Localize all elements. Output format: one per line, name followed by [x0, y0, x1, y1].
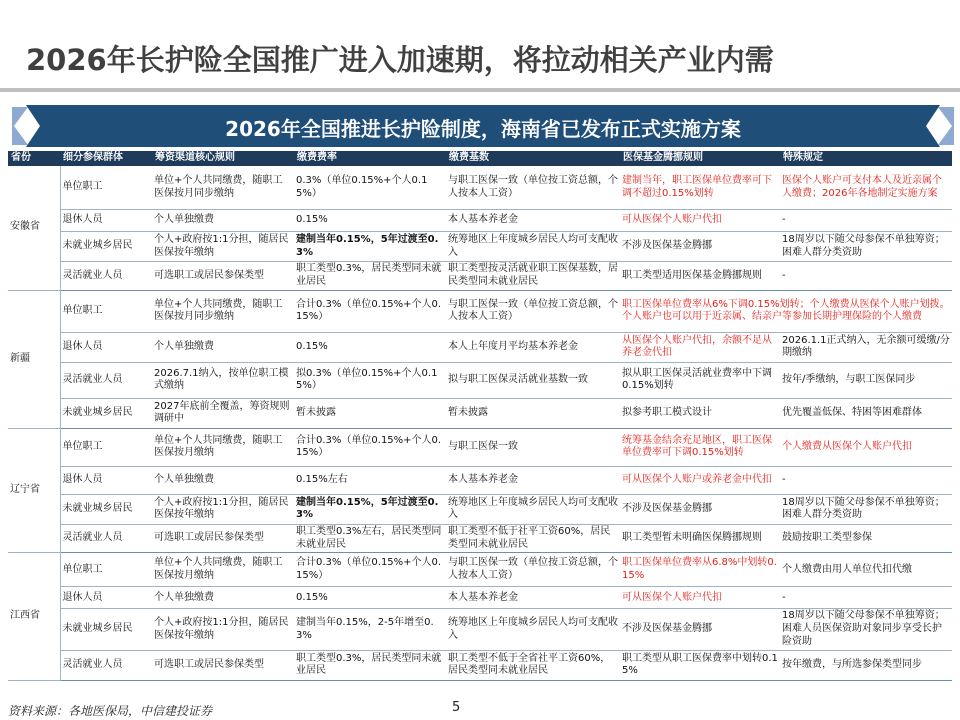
fund-cell: 不涉及医保基金腾挪	[620, 609, 780, 650]
rule-cell: 单位+个人共同缴费，随职工医保按月同步缴纳	[152, 290, 294, 332]
table-row	[8, 609, 952, 650]
rule-cell: 个人单独缴费	[152, 466, 294, 494]
table-row	[8, 650, 952, 680]
group-cell: 灵活就业人员	[60, 262, 152, 291]
base-cell: 本人基本养老金	[446, 466, 620, 494]
table-row	[8, 362, 952, 398]
rule-cell: 个人+政府按1:1分担，随居民医保按年缴纳	[152, 494, 294, 524]
group-cell: 灵活就业人员	[60, 650, 152, 680]
group-cell: 单位职工	[60, 290, 152, 332]
fund-cell: 职工类型从职工医保费率中划转0.15%	[620, 650, 780, 680]
special-cell: 医保个人账户可支付本人及近亲属个人缴费；2026年各地制定实施方案	[780, 166, 952, 210]
table-row	[8, 332, 952, 362]
table-row	[8, 232, 952, 262]
group-cell: 未就业城乡居民	[60, 494, 152, 524]
fund-cell: 统筹基金结余充足地区，职工医保单位费率可下调0.15%划转	[620, 428, 780, 466]
province-cell: 安徽省	[8, 166, 60, 291]
fund-cell: 从医保个人账户代扣，余额不足从养老金代扣	[620, 332, 780, 362]
fund-cell: 职工类型适用医保基金腾挪规则	[620, 262, 780, 291]
special-cell: 2026.1.1正式纳入，无余额可缓缴/分期缴纳	[780, 332, 952, 362]
table-row	[8, 494, 952, 524]
header-province: 省份	[8, 151, 60, 166]
rule-cell: 可选职工或居民参保类型	[152, 262, 294, 291]
table-row	[8, 466, 952, 494]
page-title: 2026年长护险全国推广进入加速期，将拉动相关产业内需	[26, 43, 774, 77]
base-cell: 本人基本养老金	[446, 210, 620, 232]
special-cell: 18周岁以下随父母参保不单独筹资；困难人群分类资助	[780, 494, 952, 524]
special-cell: 个人缴费由用人单位代扣代缴	[780, 553, 952, 587]
banner-title: 2026年全国推进长护险制度，海南省已发布正式实施方案	[225, 117, 741, 141]
base-cell: 与职工医保一致（单位按工资总额，个人按本人工资）	[446, 166, 620, 210]
base-cell: 拟与职工医保灵活就业基数一致	[446, 362, 620, 398]
rate-cell: 合计0.3%（单位0.15%+个人0.15%）	[294, 428, 446, 466]
special-cell: 鼓励按职工类型参保	[780, 524, 952, 553]
header-special: 特殊规定	[780, 151, 952, 166]
special-cell: -	[780, 210, 952, 232]
group-cell: 未就业城乡居民	[60, 232, 152, 262]
group-cell: 未就业城乡居民	[60, 609, 152, 650]
base-cell: 职工类型不低于全省社平工资60%，居民类型同未就业居民	[446, 650, 620, 680]
rule-cell: 2026.7.1纳入，按单位职工模式缴纳	[152, 362, 294, 398]
fund-cell: 可从医保个人账户或养老金中代扣	[620, 466, 780, 494]
rate-cell: 拟0.3%（单位0.15%+个人0.15%）	[294, 362, 446, 398]
special-cell: 按年/季缴纳，与职工医保同步	[780, 362, 952, 398]
fund-cell: 拟参考职工模式设计	[620, 398, 780, 428]
special-cell: 按年缴费，与所选参保类型同步	[780, 650, 952, 680]
fund-cell: 可从医保个人账户代扣	[620, 210, 780, 232]
fund-cell: 拟从职工医保灵活就业费率中下调0.15%划转	[620, 362, 780, 398]
base-cell: 与职工医保一致（单位按工资总额，个人按本人工资）	[446, 290, 620, 332]
group-cell: 退休人员	[60, 587, 152, 609]
table-header-row	[8, 151, 952, 166]
table-row	[8, 166, 952, 210]
rule-cell: 个人单独缴费	[152, 210, 294, 232]
table-row	[8, 210, 952, 232]
base-cell: 与职工医保一致	[446, 428, 620, 466]
rule-cell: 可选职工或居民参保类型	[152, 524, 294, 553]
rule-cell: 2027年底前全覆盖，筹资规则调研中	[152, 398, 294, 428]
rule-cell: 单位+个人共同缴费，随职工医保按月缴纳	[152, 553, 294, 587]
table-row	[8, 553, 952, 587]
rule-cell: 单位+个人共同缴费，随职工医保按月缴纳	[152, 428, 294, 466]
fund-cell: 可从医保个人账户代扣	[620, 587, 780, 609]
group-cell: 灵活就业人员	[60, 524, 152, 553]
special-cell: -	[780, 262, 952, 291]
province-cell: 辽宁省	[8, 428, 60, 553]
rule-cell: 个人+政府按1:1分担，随居民医保按年缴纳	[152, 609, 294, 650]
base-cell: 统筹地区上年度城乡居民人均可支配收入	[446, 609, 620, 650]
rule-cell: 个人单独缴费	[152, 587, 294, 609]
fund-cell: 职工医保单位费率从6%下调0.15%划转；个人缴费从医保个人账户划拨。个人账户也可以用于近亲属、结亲户等参加长期护理保险的个人缴费	[620, 290, 952, 332]
policy-table	[8, 151, 952, 681]
rule-cell: 个人+政府按1:1分担，随居民医保按年缴纳	[152, 232, 294, 262]
table-row	[8, 290, 952, 332]
base-cell: 职工类型不低于社平工资60%，居民类型同未就业居民	[446, 524, 620, 553]
fund-cell: 职工医保单位费率从6.8%中划转0.15%	[620, 553, 780, 587]
section-banner	[8, 103, 958, 149]
rule-cell: 单位+个人共同缴费，随职工医保按月同步缴纳	[152, 166, 294, 210]
fund-cell: 不涉及医保基金腾挪	[620, 494, 780, 524]
base-cell: 职工类型按灵活就业职工医保基数，居民类型同未就业居民	[446, 262, 620, 291]
header-rate: 缴费费率	[294, 151, 446, 166]
rate-cell: 0.15%左右	[294, 466, 446, 494]
group-cell: 单位职工	[60, 553, 152, 587]
rate-cell: 0.15%	[294, 332, 446, 362]
special-cell: 18周岁以下随父母参保不单独筹资；困难人群分类资助	[780, 232, 952, 262]
table-row	[8, 398, 952, 428]
rate-cell: 职工类型0.3%左右，居民类型同未就业居民	[294, 524, 446, 553]
special-cell: 个人缴费从医保个人账户代扣	[780, 428, 952, 466]
title-divider	[0, 88, 960, 92]
base-cell: 与职工医保一致（单位按工资总额，个人按本人工资）	[446, 553, 620, 587]
group-cell: 灵活就业人员	[60, 362, 152, 398]
base-cell: 暂未披露	[446, 398, 620, 428]
special-cell: 优先覆盖低保、特困等困难群体	[780, 398, 952, 428]
rate-cell: 0.3%（单位0.15%+个人0.15%）	[294, 166, 446, 210]
province-cell: 新疆	[8, 290, 60, 428]
table-row	[8, 524, 952, 553]
base-cell: 本人基本养老金	[446, 587, 620, 609]
base-cell: 统筹地区上年度城乡居民人均可支配收入	[446, 232, 620, 262]
base-cell: 统筹地区上年度城乡居民人均可支配收入	[446, 494, 620, 524]
group-cell: 未就业城乡居民	[60, 398, 152, 428]
header-funding-rule: 筹资渠道核心规则	[152, 151, 294, 166]
rate-cell: 合计0.3%（单位0.15%+个人0.15%）	[294, 553, 446, 587]
rate-cell: 建制当年0.15%，5年过渡至0.3%	[294, 494, 446, 524]
special-cell: 18周岁以下随父母参保不单独筹资；困难人员医保资助对象同步享受长护险资助	[780, 609, 952, 650]
header-fund-transfer: 医保基金腾挪规则	[620, 151, 780, 166]
rate-cell: 暂未披露	[294, 398, 446, 428]
province-cell: 江西省	[8, 553, 60, 680]
rate-cell: 合计0.3%（单位0.15%+个人0.15%）	[294, 290, 446, 332]
group-cell: 退休人员	[60, 466, 152, 494]
rate-cell: 建制当年0.15%，2-5年增至0.3%	[294, 609, 446, 650]
page-number: 5	[452, 700, 461, 715]
base-cell: 本人上年度月平均基本养老金	[446, 332, 620, 362]
rate-cell: 建制当年0.15%，5年过渡至0.3%	[294, 232, 446, 262]
special-cell: -	[780, 466, 952, 494]
header-group: 细分参保群体	[60, 151, 152, 166]
table-row	[8, 587, 952, 609]
rate-cell: 0.15%	[294, 587, 446, 609]
fund-cell: 不涉及医保基金腾挪	[620, 232, 780, 262]
group-cell: 单位职工	[60, 166, 152, 210]
group-cell: 单位职工	[60, 428, 152, 466]
rule-cell: 个人单独缴费	[152, 332, 294, 362]
special-cell: -	[780, 587, 952, 609]
header-base: 缴费基数	[446, 151, 620, 166]
group-cell: 退休人员	[60, 332, 152, 362]
source-note: 资料来源：各地医保局，中信建投证券	[8, 704, 213, 718]
fund-cell: 职工类型暂未明确医保腾挪规则	[620, 524, 780, 553]
rate-cell: 职工类型0.3%，居民类型同未就业居民	[294, 650, 446, 680]
rate-cell: 职工类型0.3%，居民类型同未就业居民	[294, 262, 446, 291]
table-row	[8, 428, 952, 466]
table-row	[8, 262, 952, 291]
group-cell: 退休人员	[60, 210, 152, 232]
fund-cell: 建制当年，职工医保单位费率可下调不超过0.15%划转	[620, 166, 780, 210]
rate-cell: 0.15%	[294, 210, 446, 232]
rule-cell: 可选职工或居民参保类型	[152, 650, 294, 680]
